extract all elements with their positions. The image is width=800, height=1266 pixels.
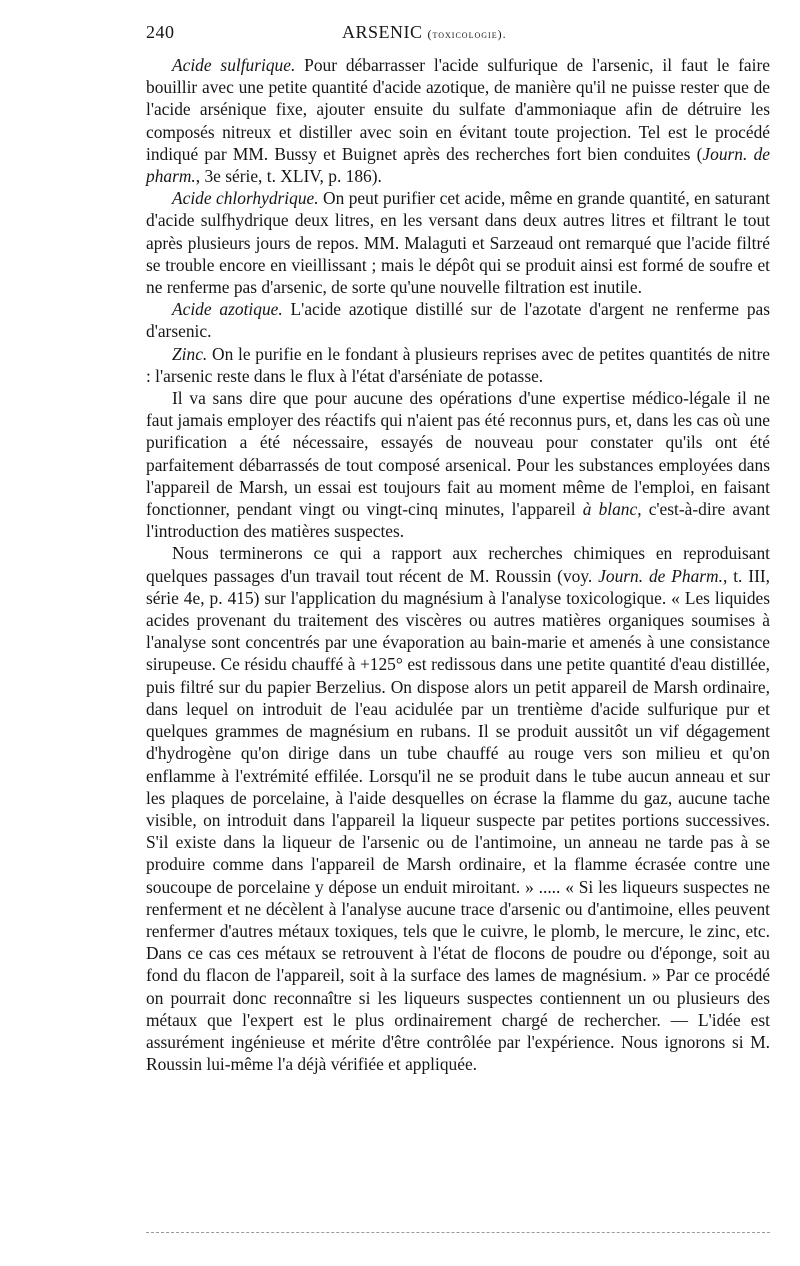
paragraph-roussin xyxy=(146,542,770,1075)
term-acide-chlorhydrique: Acide chlorhydrique. xyxy=(172,188,319,209)
paragraph-zinc xyxy=(146,343,770,387)
paragraph-text-end: , 3e série, t. XLIV, p. 186). xyxy=(195,166,382,187)
paragraph-text: Pour débarrasser l'acide sulfurique de l'arsenic, il faut le faire bouillir avec une petite quantité d'acide azotique, de manière qu'il ne puisse rester que de l'acide arsénique fixe, ajouter ensuite du sulfate d'ammoniaque afin de détruire les composés nitreux et distiller avec soin en évitant toute projection. Tel est le procédé indiqué par MM. Bussy et Buignet après des recherches fort bien conduites ( xyxy=(146,55,770,164)
term-acide-sulfurique: Acide sulfurique. xyxy=(172,55,296,75)
journal-reference: Journ. de pharm. xyxy=(146,143,770,187)
paragraph-text-end: , c'est-à-dire avant l'introduction des matières suspectes. xyxy=(146,499,770,542)
term-zinc: Zinc. xyxy=(172,343,208,364)
running-head-subtitle: (toxicologie). xyxy=(427,27,507,41)
paragraph-text-end: , t. III, série 4e, p. 415) sur l'application du magnésium à l'analyse toxicologique. « Les liquides acides provenant du traitement des viscères ou autres matières organiques soumises à l'analyse sont concentrés par une évaporation au bain-marie et amenés à une consistance sirupeuse. Ce résidu chauffé à +125° est redissous dans une petite quantité d'eau distillée, puis filtré sur du papier Berzelius. On dispose alors un petit appareil de Marsh ordinaire, dans lequel on introduit de l'eau acidulée par un trentième d'acide sulfurique pur et quelques grammes de magnésium en rubans. Il se produit aussitôt un vif dégagement d'hydrogène qu'on dirige dans un tube chauffé au rouge vers son milieu et qu'on enflamme à l'extrémité effilée. Lorsqu'il ne se produit dans le tube aucun anneau et sur les plaques de porcelaine, à l'aide desquelles on écrase la flamme du gaz, aucune tache visible, on introduit dans l'appareil la liqueur suspecte par petites portions successives. S'il existe dans la liqueur de l'arsenic ou de l'antimoine, un anneau ne tarde pas à se produire comme dans l'appareil de Marsh ordinaire, et la flamme écrasée contre une soucoupe de porcelaine y dépose un enduit miroitant. » ..... « Si les liqueurs suspectes ne renferment et ne décèlent à l'analyse aucune trace d'arsenic ou d'antimoine, elles peuvent renfermer d'autres métaux toxiques, tels que le cuivre, le plomb, le mercure, le zinc, etc. Dans ce cas ces métaux se retrouvent à l'état de flocons de poudre ou d'éponge, soit au fond du flacon de l'appareil, soit à la surface des lames de magnésium. » Par ce procédé on pourrait donc reconnaître si les liqueurs suspectes contiennent un ou plusieurs des métaux que l'expert est le plus ordinairement chargé de rechercher. — L'idée est assurément ingénieuse et mérite d'être contrôlée par l'expérience. Nous ignorons si M. Roussin lui-même l'a déjà vérifiée et appliquée. xyxy=(146,565,771,1075)
running-head-title: ARSENIC xyxy=(342,22,423,42)
footer-rule xyxy=(146,1232,770,1233)
paragraph-reactifs xyxy=(146,387,770,542)
paragraph-text: L'acide azotique distillé sur de l'azotate d'argent ne renferme pas d'arsenic. xyxy=(146,299,771,342)
paragraph-text: Il va sans dire que pour aucune des opérations d'une expertise médico-légale il ne faut jamais employer des réactifs qui n'aient pas été reconnus purs, et, dans les cas où une purification a été nécessaire, essayés de nouveau pour constater qu'ils ont été parfaitement débarrassés de tout composé arsenical. Pour les substances employées dans l'appareil de Marsh, un essai est toujours fait au moment même de l'emploi, en faisant fonctionner, pendant vingt ou vingt-cinq minutes, l'appareil xyxy=(146,388,770,520)
running-head xyxy=(342,22,507,43)
term-acide-azotique: Acide azotique. xyxy=(172,299,283,320)
paragraph-acide-sulfurique xyxy=(146,54,770,187)
page-header xyxy=(146,22,770,54)
paragraph-acide-azotique xyxy=(146,298,770,342)
page xyxy=(146,22,770,1075)
page-number: 240 xyxy=(146,22,175,42)
term-a-blanc: à blanc xyxy=(582,499,638,520)
paragraph-text: On le purifie en le fondant à plusieurs reprises avec de petites quantités de nitre : l'arsenic reste dans le flux à l'état d'arséniate de potasse. xyxy=(146,343,770,386)
paragraph-acide-chlorhydrique xyxy=(146,187,770,298)
journal-reference: Journ. de Pharm. xyxy=(598,565,723,586)
body-text xyxy=(146,54,770,1075)
paragraph-text: On peut purifier cet acide, même en grande quantité, en saturant d'acide sulfhydrique deux litres, en les versant dans deux autres litres et filtrant le tout après plusieurs jours de repos. MM. Malaguti et Sarzeaud ont remarqué que l'acide filtré se trouble encore en vieillissant ; mais le dépôt qui se produit ainsi est formé de soufre et ne renferme pas d'arsenic, de sorte qu'une nouvelle filtration est inutile. xyxy=(146,188,770,298)
paragraph-text: Nous terminerons ce qui a rapport aux recherches chimiques en reproduisant quelques passages d'un travail tout récent de M. Roussin (voy. xyxy=(146,543,770,586)
